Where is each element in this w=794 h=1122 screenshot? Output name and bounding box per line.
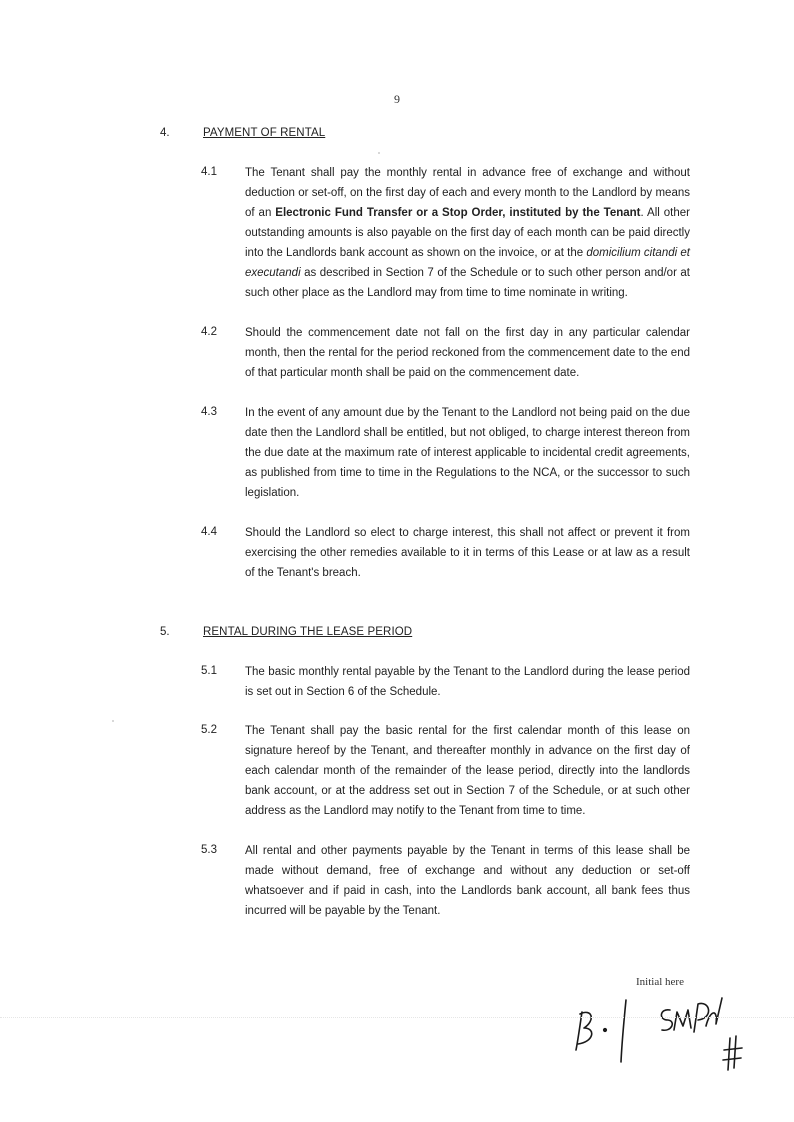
initial-here-label: Initial here	[636, 976, 684, 988]
payment-method-emphasis: Electronic Fund Transfer or a Stop Order, instituted by the Tenant	[275, 207, 641, 219]
initial-stroke	[621, 1000, 626, 1062]
clause-text: The Tenant shall pay the monthly rental in advance free of exchange and without deduction or set-off, on the first day of each and every month to the Landlord by means of an Electronic Fund Transfer or a Stop Order, instituted by the Tenant. All other outstanding amounts is also payable on the first day of each month can be paid directly into the Landlords bank account as shown on the invoice, or at the domicilium citandi et executandi as described in Section 7 of the Schedule or to such other person and/or at such other place as the Landlord may from time to time nominate in writing.	[245, 167, 690, 299]
initial-stroke	[734, 1036, 736, 1068]
handwritten-initials	[560, 990, 770, 1080]
initial-stroke	[674, 1010, 691, 1030]
scan-artifact-dot	[378, 152, 380, 154]
clause-number: 5.2	[201, 724, 217, 736]
clause-number: 4.1	[201, 166, 217, 178]
clause-number: 4.2	[201, 326, 217, 338]
clause-number: 4.3	[201, 406, 217, 418]
clause-number: 5.1	[201, 665, 217, 677]
clause-number: 4.4	[201, 526, 217, 538]
scan-artifact-dot	[112, 720, 114, 722]
clause-text: Should the commencement date not fall on the first day in any particular calendar month, then the rental for the period reckoned from the commencement date to the end of that particular month shall be paid on the commencement date.	[245, 327, 690, 379]
initial-stroke	[723, 1058, 741, 1060]
clause-text: In the event of any amount due by the Tenant to the Landlord not being paid on the due date then the Landlord shall be entitled, but not obliged, to charge interest thereon from the due date at the maximum rate of interest applicable to incidental credit agreements, as published from time to time in the Regulations to the NCA, or the successor to such legislation.	[245, 407, 690, 499]
clause-number: 5.3	[201, 844, 217, 856]
section-number: 4.	[160, 127, 170, 139]
section-title: RENTAL DURING THE LEASE PERIOD	[203, 626, 413, 638]
clause-text: The basic monthly rental payable by the Tenant to the Landlord during the lease period is set out in Section 6 of the Schedule.	[245, 666, 690, 698]
clause-text: Should the Landlord so elect to charge interest, this shall not affect or prevent it from exercising the other remedies available to it in terms of this Lease or at law as a result of the Tenant's breach.	[245, 527, 690, 579]
initial-dot	[604, 1029, 607, 1032]
initial-stroke	[661, 1010, 672, 1030]
initial-stroke	[728, 1038, 730, 1070]
section-number: 5.	[160, 626, 170, 638]
initial-stroke	[724, 1048, 742, 1050]
scan-artifact-line	[0, 1017, 794, 1018]
section-title: PAYMENT OF RENTAL	[203, 127, 326, 139]
clause-text: The Tenant shall pay the basic rental for the first calendar month of this lease on signature hereof by the Tenant, and thereafter monthly in advance on the first day of each calendar month of the remainder of the lease period, directly into the landlords bank account, or at the address set out in Section 7 of the Schedule, or at such other address as the Landlord may notify to the Tenant from time to time.	[245, 725, 690, 817]
page-number: 9	[394, 92, 400, 106]
latin-term: domicilium citandi et executandi	[245, 247, 690, 279]
clause-text: All rental and other payments payable by the Tenant in terms of this lease shall be made without demand, free of exchange and without any deduction or set-off whatsoever and if paid in cash, into the Landlords bank account, all bank fees thus incurred will be payable by the Tenant.	[245, 845, 690, 917]
